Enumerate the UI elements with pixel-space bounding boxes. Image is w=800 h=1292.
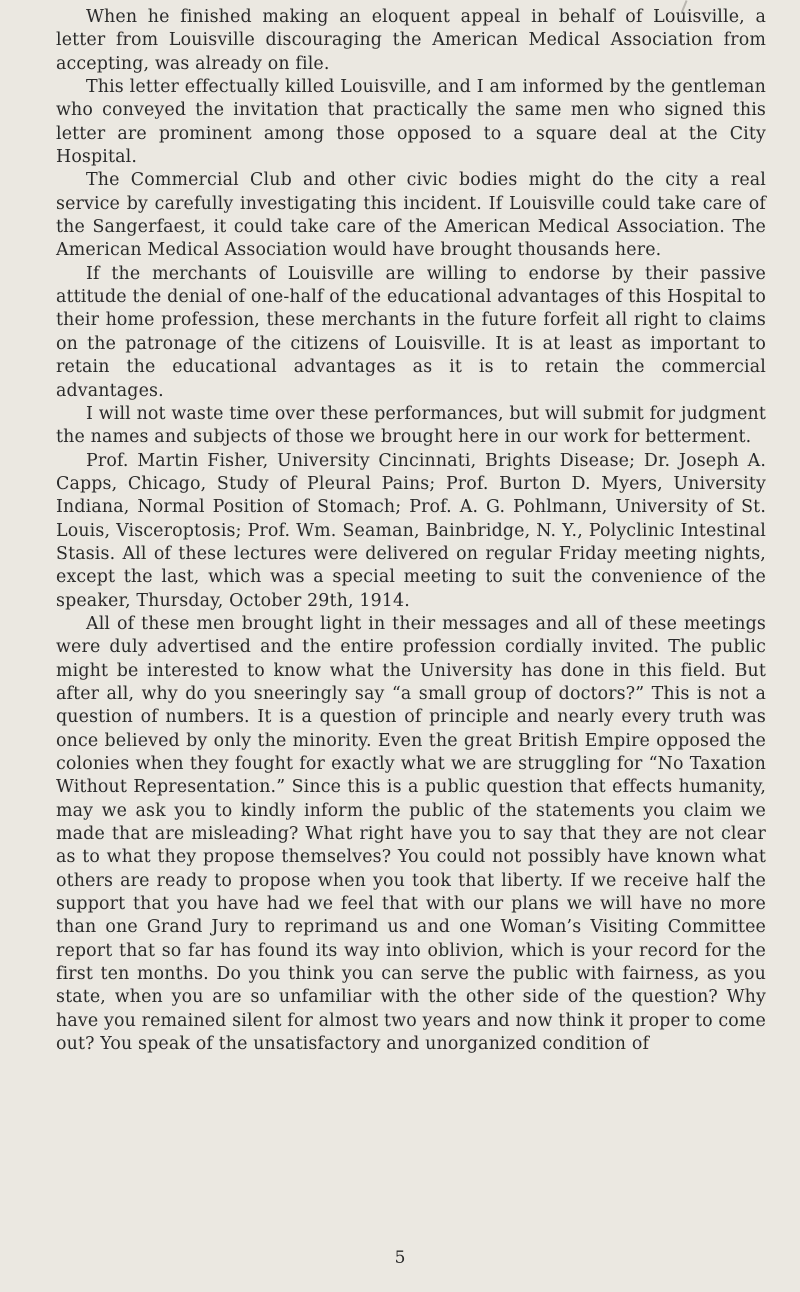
paragraph-6: Prof. Martin Fisher, University Cincinnati, Brights Disease; Dr. Joseph A. Capps, Chicago, Study of Pleural Pains; Prof. Burton D. Myers, University Indiana, Normal Position of Stomach; Prof. A. G. Pohlmann, University of St. Louis, Visceroptosis; Prof. Wm. Seaman, Bainbridge, N. Y., Polyclinic Intestinal Stasis. All of these lectures were delivered on regular Friday meeting nights, except the last, which was a special meeting to suit the convenience of the speaker, Thursday, October 29th, 1914. (56, 450, 766, 611)
paragraph-4: If the merchants of Louisville are willing to endorse by their passive attitude the denial of one-half of the educational advantages of this Hospital to their home profession, these merchants in the future forfeit all right to claims on the patronage of the citizens of Louisville. It is at least as important to retain the educational advantages as it is to retain the commercial advantages. (56, 263, 766, 401)
paragraph-7: All of these men brought light in their messages and all of these meetings were duly advertised and the entire profession cordially invited. The public might be interested to know what the University has done in this field. But after all, why do you sneeringly say “a small group of doctors?” This is not a question of numbers. It is a question of principle and nearly every truth was once believed by only the minority. Even the great British Empire opposed the colonies when they fought for exactly what we are struggling for “No Taxation Without Representation.” Since this is a public question that effects humanity, may we ask you to kindly inform the public of the statements you claim we made that are misleading? What right have you to say that they are not clear as to what they propose themselves? You could not possibly have known what others are ready to propose when you took that liberty. If we receive half the support that you have had we feel that with our plans we will have no more than one Grand Jury to reprimand us and one Woman’s Visiting Committee report that so far has found its way into oblivion, which is your record for the first ten months. Do you think you can serve the public with fairness, as you state, when you are so unfamiliar with the other side of the question? Why have you remained silent for almost two years and now think it proper to come out? You speak of the unsatisfactory and unorganized condition of (56, 613, 766, 1055)
page-number: 5 (394, 1248, 406, 1268)
paragraph-5: I will not waste time over these performances, but will submit for judgment the names and subjects of those we brought here in our work for betterment. (56, 403, 766, 448)
paragraph-1: When he finished making an eloquent appeal in behalf of Louisville, a letter from Louisville discouraging the American Medical Association from accepting, was already on file. (56, 7, 766, 74)
paragraph-2: This letter effectually killed Louisville, and I am informed by the gentleman who conveyed the invitation that practically the same men who signed this letter are prominent among those opposed to a square deal at the City Hospital. (56, 77, 766, 168)
paragraph-3: The Commercial Club and other civic bodies might do the city a real service by carefully investigating this incident. If Louisville could take care of the Sangerfaest, it could take care of the American Medical Association. The American Medical Association would have brought thousands here. (56, 170, 766, 261)
body-text (56, 6, 766, 1056)
